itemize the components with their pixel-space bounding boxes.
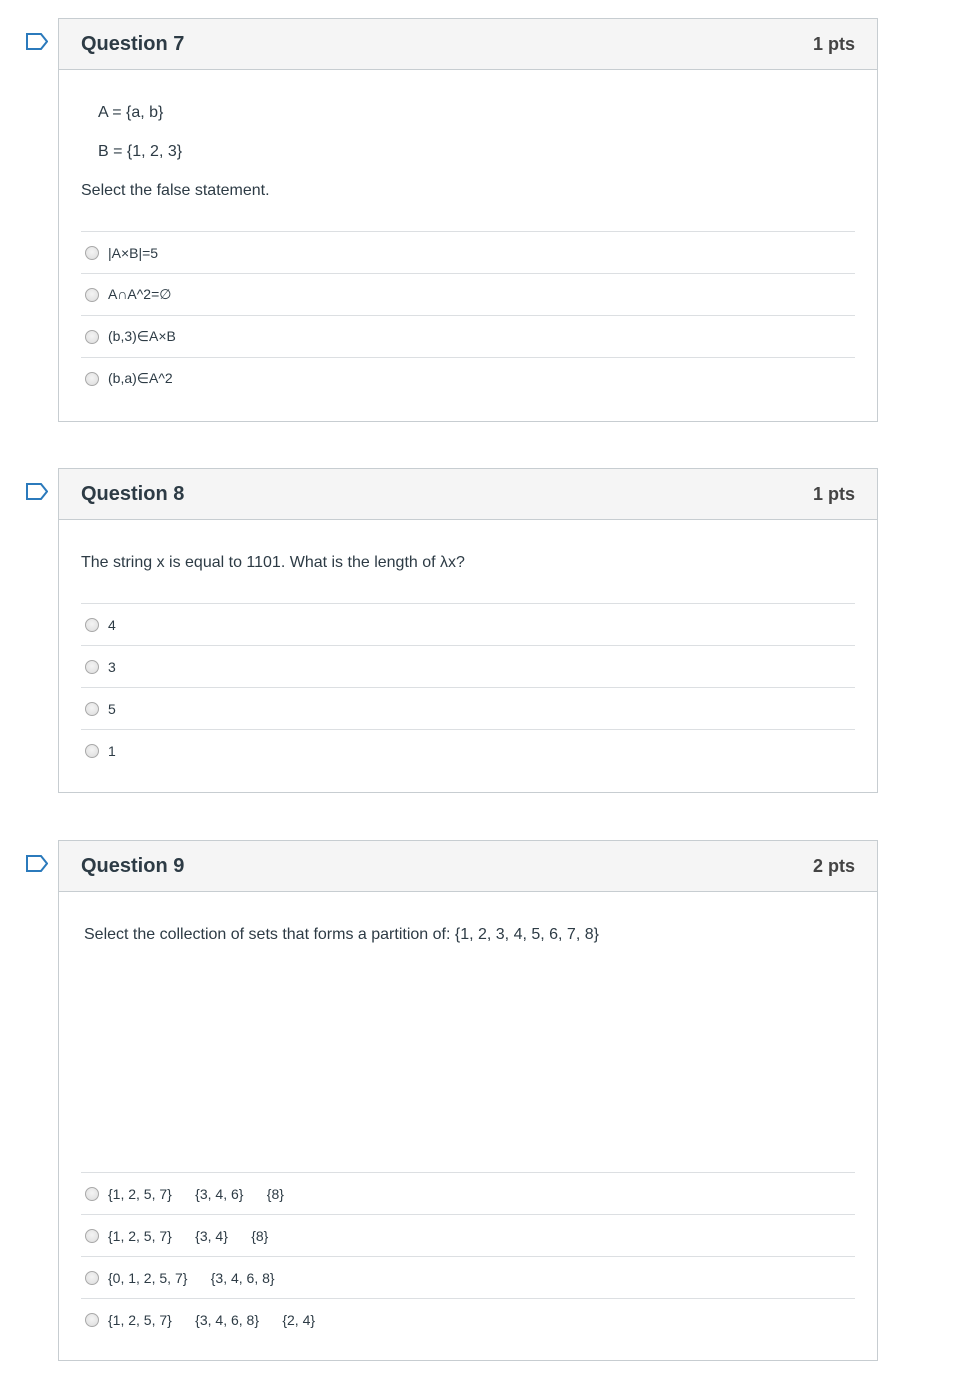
answer-option[interactable] — [81, 1214, 855, 1256]
answer-label: (b,3)∈A×B — [108, 328, 176, 344]
flag-question-icon[interactable] — [26, 33, 48, 50]
answer-label: 1 — [108, 742, 116, 759]
answer-label: 3 — [108, 658, 116, 675]
question-stem-set-a: A = {a, b} — [98, 104, 164, 121]
question-card — [58, 468, 878, 793]
answer-option[interactable] — [81, 1256, 855, 1298]
answer-option[interactable] — [81, 1298, 855, 1340]
answer-label: {0, 1, 2, 5, 7} {3, 4, 6, 8} — [108, 1269, 275, 1286]
question-card — [58, 18, 878, 422]
question-header — [59, 19, 877, 70]
answer-option[interactable] — [81, 231, 855, 273]
radio-button[interactable] — [85, 618, 99, 632]
radio-button[interactable] — [85, 330, 99, 344]
question-body — [59, 892, 877, 1360]
radio-button[interactable] — [85, 702, 99, 716]
answer-option[interactable] — [81, 273, 855, 315]
flag-question-icon[interactable] — [26, 855, 48, 872]
answer-option[interactable] — [81, 357, 855, 399]
radio-button[interactable] — [85, 660, 99, 674]
answer-option[interactable] — [81, 645, 855, 687]
answer-option[interactable] — [81, 603, 855, 645]
question-title: Question 8 — [81, 482, 185, 505]
answer-label: A∩A^2=∅ — [108, 286, 172, 302]
question-card — [58, 840, 878, 1361]
answer-label: 4 — [108, 616, 116, 633]
question-title: Question 9 — [81, 854, 185, 877]
question-header — [59, 469, 877, 520]
answer-option[interactable] — [81, 729, 855, 771]
radio-button[interactable] — [85, 1313, 99, 1327]
question-title: Question 7 — [81, 32, 185, 55]
answer-label: 5 — [108, 700, 116, 717]
radio-button[interactable] — [85, 744, 99, 758]
answer-list — [81, 1172, 855, 1340]
question-stem-set-b: B = {1, 2, 3} — [98, 143, 183, 160]
radio-button[interactable] — [85, 288, 99, 302]
question-stem-prompt: Select the collection of sets that forms a partition of: {1, 2, 3, 4, 5, 6, 7, 8} — [84, 926, 599, 943]
radio-button[interactable] — [85, 1229, 99, 1243]
answer-label: {1, 2, 5, 7} {3, 4} {8} — [108, 1227, 269, 1244]
radio-button[interactable] — [85, 372, 99, 386]
question-stem-prompt: Select the false statement. — [81, 182, 270, 199]
answer-label: (b,a)∈A^2 — [108, 370, 173, 386]
answer-list — [81, 603, 855, 771]
question-stem-prompt: The string x is equal to 1101. What is the length of λx? — [81, 554, 465, 571]
radio-button[interactable] — [85, 246, 99, 260]
flag-question-icon[interactable] — [26, 483, 48, 500]
radio-button[interactable] — [85, 1187, 99, 1201]
answer-option[interactable] — [81, 1172, 855, 1214]
question-header — [59, 841, 877, 892]
answer-option[interactable] — [81, 315, 855, 357]
answer-label: |A×B|=5 — [108, 244, 159, 261]
question-points: 1 pts — [812, 483, 855, 504]
question-points: 2 pts — [812, 855, 855, 876]
answer-list — [81, 231, 855, 399]
answer-label: {1, 2, 5, 7} {3, 4, 6} {8} — [108, 1185, 284, 1202]
answer-option[interactable] — [81, 687, 855, 729]
question-points: 1 pts — [812, 33, 855, 54]
question-body — [59, 70, 877, 421]
question-body — [59, 520, 877, 792]
radio-button[interactable] — [85, 1271, 99, 1285]
answer-label: {1, 2, 5, 7} {3, 4, 6, 8} {2, 4} — [108, 1311, 316, 1328]
